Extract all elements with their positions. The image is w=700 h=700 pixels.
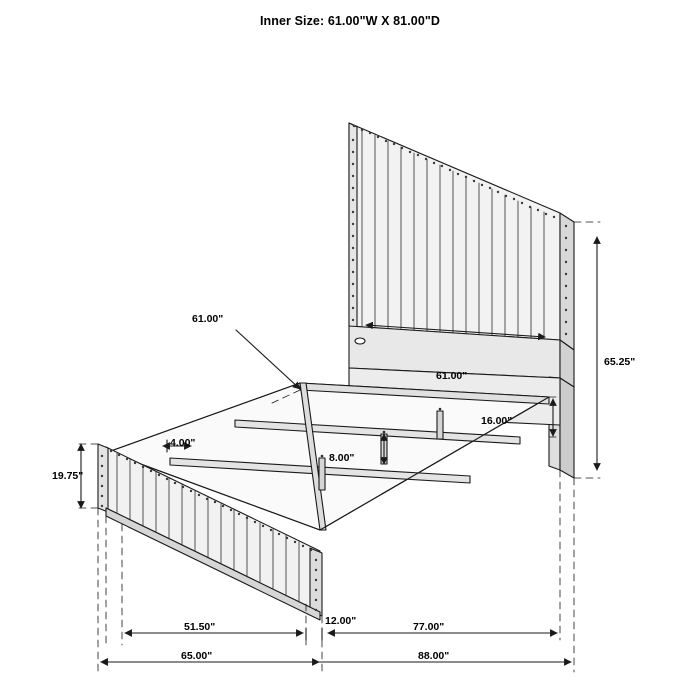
dim-label-overall-width: 65.00" (181, 650, 213, 662)
dim-label-side-length: 77.00" (413, 621, 445, 633)
page-title: Inner Size: 61.00"W X 81.00"D (259, 14, 441, 28)
dim-label-headboard-height: 65.25" (604, 356, 636, 368)
dim-label-inner-width-top: 61.00" (192, 313, 224, 325)
dim-label-footboard-height: 19.75" (52, 470, 84, 482)
dim-label-footboard-depth: 12.00" (325, 615, 357, 627)
dim-label-footboard-width: 51.50" (184, 621, 216, 633)
dim-label-overall-depth: 88.00" (418, 650, 450, 662)
headboard (349, 123, 574, 350)
dim-label-slat-height: 8.00" (329, 452, 355, 464)
dim-label-rail-thickness: 4.00" (170, 437, 196, 449)
dim-label-inner-width-mid: 61.00" (436, 370, 468, 382)
leader-inner-width-top (236, 330, 300, 389)
dim-label-rail-height: 16.00" (481, 415, 513, 427)
